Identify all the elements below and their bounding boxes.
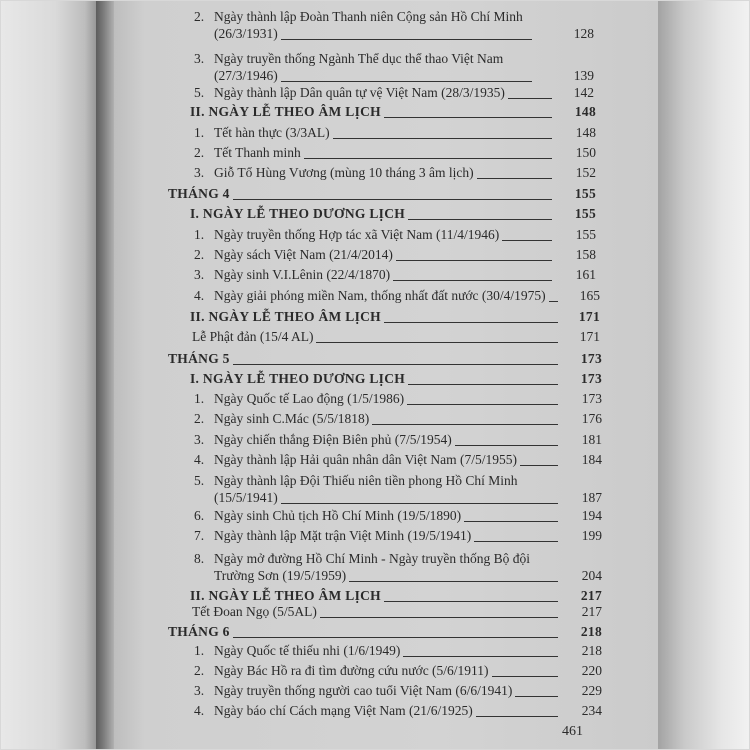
section-heading: II. NGÀY LỄ THEO ÂM LỊCH [190, 588, 381, 603]
entry-title: Tết Thanh minh [214, 145, 301, 160]
entry-number: 2. [194, 663, 205, 678]
page-ref: 152 [575, 165, 596, 180]
page-ref: 150 [575, 145, 596, 160]
page-ref: 165 [579, 288, 600, 303]
page-ref: 217 [580, 588, 602, 603]
page-ref: 173 [581, 391, 602, 406]
page-ref: 181 [581, 432, 602, 447]
entry-title: Ngày truyền thống người cao tuổi Việt Nam (6/6/1941) [214, 683, 513, 698]
page-ref: 171 [579, 329, 600, 344]
page-ref: 161 [575, 267, 596, 282]
page-ref: 229 [581, 683, 602, 698]
page-ref: 176 [581, 411, 602, 426]
page-ref: 155 [574, 206, 596, 221]
entry-number: 8. [194, 551, 205, 566]
page-ref: 184 [581, 452, 602, 467]
entry-title-continuation: (15/5/1941) [214, 490, 278, 505]
page-ref: 158 [575, 247, 596, 262]
page-ref: 155 [574, 186, 596, 201]
entry-title-continuation: Trường Sơn (19/5/1959) [214, 568, 347, 583]
entry-number: 3. [194, 165, 205, 180]
entry-number: 4. [194, 452, 205, 467]
month-heading: THÁNG 6 [168, 624, 230, 639]
entry-number: 2. [194, 9, 205, 24]
page-number: 461 [562, 724, 583, 739]
page-ref: 199 [581, 528, 602, 543]
entry-title: Lễ Phật đản (15/4 AL) [192, 329, 314, 344]
page-ref: 194 [581, 508, 602, 523]
entry-number: 3. [194, 267, 205, 282]
section-heading: I. NGÀY LỄ THEO DƯƠNG LỊCH [190, 371, 406, 386]
page-ref: 148 [575, 125, 596, 140]
page-ref: 142 [573, 85, 594, 100]
section-heading: I. NGÀY LỄ THEO DƯƠNG LỊCH [190, 206, 406, 221]
entry-number: 4. [194, 288, 205, 303]
entry-number: 1. [194, 391, 205, 406]
entry-number: 5. [194, 85, 205, 100]
entry-number: 3. [194, 51, 205, 66]
entry-title: Ngày truyền thống Ngành Thể dục thể thao Việt Nam [214, 51, 504, 66]
entry-number: 2. [194, 411, 205, 426]
page-ref: 155 [575, 227, 596, 242]
month-heading: THÁNG 4 [168, 186, 230, 201]
entry-title: Ngày thành lập Hải quân nhân dân Việt Nam (7/5/1955) [214, 452, 517, 467]
entry-title: Ngày sinh Chủ tịch Hồ Chí Minh (19/5/1890) [214, 508, 462, 523]
entry-title-continuation: (27/3/1946) [214, 68, 278, 83]
page-ref: 128 [573, 26, 594, 41]
entry-title: Giỗ Tổ Hùng Vương (mùng 10 tháng 3 âm lịch) [214, 165, 474, 180]
page-ref: 148 [574, 104, 596, 119]
page-ref: 220 [581, 663, 602, 678]
page-ref: 139 [573, 68, 594, 83]
section-heading: II. NGÀY LỄ THEO ÂM LỊCH [190, 104, 381, 119]
entry-number: 3. [194, 683, 205, 698]
entry-number: 1. [194, 643, 205, 658]
entry-number: 3. [194, 432, 205, 447]
entry-title: Ngày Quốc tế Lao động (1/5/1986) [214, 391, 405, 406]
entry-number: 7. [194, 528, 205, 543]
month-heading: THÁNG 5 [168, 351, 230, 366]
page-ref: 173 [580, 371, 602, 386]
page-ref: 173 [580, 351, 602, 366]
entry-title-continuation: (26/3/1931) [214, 26, 278, 41]
page-ref: 204 [581, 568, 602, 583]
entry-title: Ngày thành lập Mặt trận Việt Minh (19/5/1941) [214, 528, 472, 543]
page-ref: 234 [581, 703, 602, 718]
entry-number: 2. [194, 145, 205, 160]
entry-number: 1. [194, 125, 205, 140]
entry-title: Ngày giải phóng miền Nam, thống nhất đất nước (30/4/1975) [214, 288, 546, 303]
page-ref: 171 [578, 309, 600, 324]
entry-number: 4. [194, 703, 205, 718]
entry-title: Ngày sinh C.Mác (5/5/1818) [214, 411, 370, 426]
entry-title: Ngày sinh V.I.Lênin (22/4/1870) [214, 267, 391, 282]
entry-title: Ngày truyền thống Hợp tác xã Việt Nam (11/4/1946) [214, 227, 500, 242]
page-ref: 217 [581, 604, 602, 619]
entry-title: Ngày thành lập Đội Thiếu niên tiền phong Hồ Chí Minh [214, 473, 518, 488]
entry-title: Ngày mở đường Hồ Chí Minh - Ngày truyền thống Bộ đội [214, 551, 530, 566]
entry-title: Ngày Bác Hồ ra đi tìm đường cứu nước (5/6/1911) [214, 663, 489, 678]
entry-title: Ngày Quốc tế thiếu nhi (1/6/1949) [214, 643, 401, 658]
entry-title: Ngày thành lập Đoàn Thanh niên Cộng sản Hồ Chí Minh [214, 9, 523, 24]
entry-title: Tết hàn thực (3/3AL) [214, 125, 330, 140]
entry-number: 2. [194, 247, 205, 262]
entry-title: Ngày thành lập Dân quân tự vệ Việt Nam (28/3/1935) [214, 85, 505, 100]
page-ref: 218 [581, 643, 602, 658]
entry-title: Ngày chiến thắng Điện Biên phủ (7/5/1954) [214, 432, 452, 447]
entry-number: 5. [194, 473, 205, 488]
page-ref: 187 [581, 490, 602, 505]
section-heading: II. NGÀY LỄ THEO ÂM LỊCH [190, 309, 381, 324]
page-ref: 218 [580, 624, 602, 639]
entry-title: Tết Đoan Ngọ (5/5AL) [192, 604, 317, 619]
entry-title: Ngày sách Việt Nam (21/4/2014) [214, 247, 393, 262]
entry-number: 1. [194, 227, 205, 242]
entry-title: Ngày báo chí Cách mạng Việt Nam (21/6/1925) [214, 703, 473, 718]
entry-number: 6. [194, 508, 205, 523]
